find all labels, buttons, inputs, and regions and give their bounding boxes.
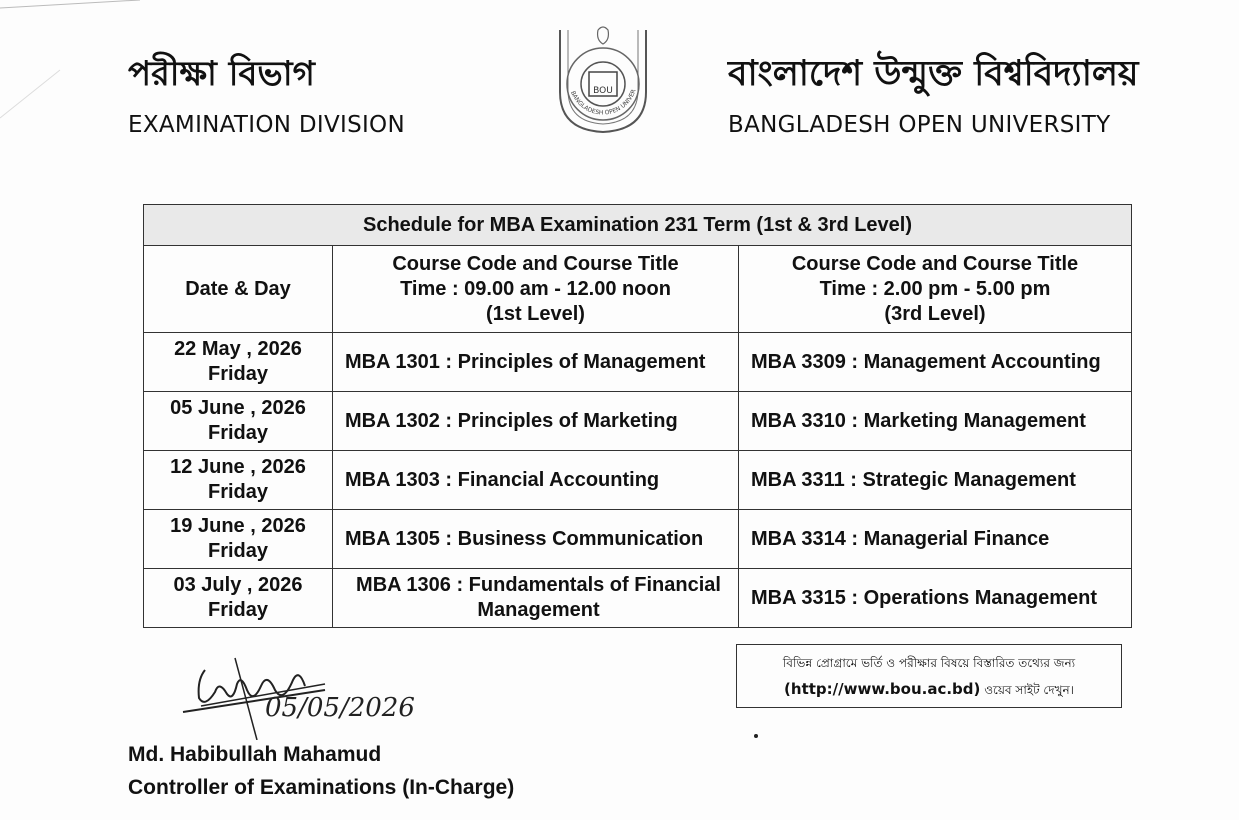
exam-day: Friday (207, 540, 269, 562)
notice-line-1: বিভিন্ন প্রোগ্রামে ভর্তি ও পরীক্ষার বিষয়ে বিস্তারিত তথ্যের জন্য (782, 656, 1076, 670)
header-left (128, 52, 405, 138)
exam-date: 05 June , 2026 (170, 397, 306, 419)
header-third-time: Time : 2.00 pm - 5.00 pm (819, 277, 1051, 300)
schedule-title: Schedule for MBA Examination 231 Term (1st & 3rd Level) (144, 205, 1132, 246)
header-date-day (144, 246, 333, 333)
exam-day: Friday (207, 363, 269, 385)
date-cell (144, 510, 333, 569)
header-first-time: Time : 09.00 am - 12.00 noon (400, 277, 671, 300)
handwritten-signature-icon (175, 650, 495, 740)
header-third-level (739, 246, 1132, 333)
header-first-level (333, 246, 739, 333)
first-level-course: MBA 1301 : Principles of Management (333, 333, 739, 392)
signatory-block (128, 738, 514, 804)
website-link[interactable]: (http://www.bou.ac.bd) (784, 680, 981, 698)
first-level-course: MBA 1305 : Business Communication (333, 510, 739, 569)
notice-line-2 (737, 676, 1121, 703)
third-level-course: MBA 3315 : Operations Management (739, 569, 1132, 628)
bou-logo-icon (538, 22, 668, 142)
exam-day: Friday (207, 422, 269, 444)
exam-date: 22 May , 2026 (174, 338, 302, 360)
division-title-english: EXAMINATION DIVISION (128, 112, 405, 138)
svg-text:BANGLADESH OPEN UNIVERSITY (538, 22, 638, 117)
third-level-course: MBA 3310 : Marketing Management (739, 392, 1132, 451)
schedule-title-row (144, 205, 1132, 246)
date-cell (144, 569, 333, 628)
table-row (144, 510, 1132, 569)
header-date-day-label: Date & Day (185, 277, 291, 300)
first-level-course: MBA 1306 : Fundamentals of Financial Management (333, 569, 739, 628)
university-title-bangla: বাংলাদেশ উন্মুক্ত বিশ্ববিদ্যালয় (728, 54, 1139, 94)
first-level-course: MBA 1303 : Financial Accounting (333, 451, 739, 510)
third-level-course: MBA 3314 : Managerial Finance (739, 510, 1132, 569)
exam-schedule-table (143, 204, 1132, 628)
division-title-bangla: পরীক্ষা বিভাগ (128, 54, 315, 94)
exam-day: Friday (207, 481, 269, 503)
signature-date: 05/05/2026 (265, 693, 415, 723)
ink-dot (754, 734, 758, 738)
header-third-course-label: Course Code and Course Title (791, 252, 1079, 275)
website-notice-box (736, 644, 1122, 708)
header-first-course-label: Course Code and Course Title (392, 252, 679, 275)
header-right (728, 52, 1139, 138)
exam-date: 19 June , 2026 (170, 515, 306, 537)
logo-text: BOU (593, 86, 613, 96)
table-row (144, 569, 1132, 628)
date-cell (144, 392, 333, 451)
exam-date: 12 June , 2026 (170, 456, 306, 478)
table-row (144, 333, 1132, 392)
exam-date: 03 July , 2026 (173, 574, 303, 596)
university-title-english: BANGLADESH OPEN UNIVERSITY (728, 112, 1111, 138)
exam-day: Friday (207, 599, 269, 621)
signatory-name: Md. Habibullah Mahamud (128, 743, 382, 766)
table-header-row (144, 246, 1132, 333)
header-third-level-label: (3rd Level) (884, 302, 986, 325)
third-level-course: MBA 3309 : Management Accounting (739, 333, 1132, 392)
table-row (144, 392, 1132, 451)
logo-ring-text: BANGLADESH OPEN UNIVER (569, 88, 638, 117)
signatory-designation: Controller of Examinations (In-Charge) (128, 776, 515, 799)
date-cell (144, 451, 333, 510)
date-cell (144, 333, 333, 392)
notice-line-2-suffix: ওয়েব সাইট দেখুন। (980, 683, 1074, 697)
first-level-course: MBA 1302 : Principles of Marketing (333, 392, 739, 451)
table-row (144, 451, 1132, 510)
third-level-course: MBA 3311 : Strategic Management (739, 451, 1132, 510)
header-first-level-label: (1st Level) (486, 302, 585, 325)
